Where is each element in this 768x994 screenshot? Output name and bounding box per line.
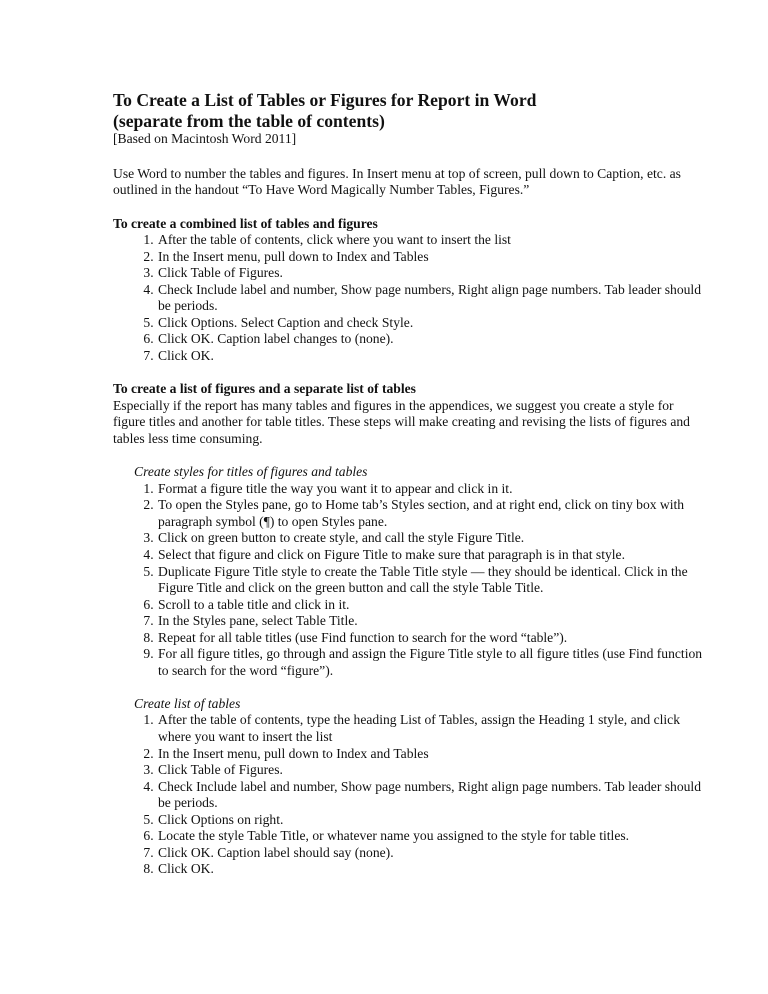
list-item: 2. In the Insert menu, pull down to Index and Tables: [157, 249, 703, 266]
separate-lists-heading: To create a list of figures and a separate list of tables: [113, 381, 416, 397]
create-styles-steps: [113, 481, 703, 680]
intro-paragraph: Use Word to number the tables and figures. In Insert menu at top of screen, pull down to Caption, etc. as outlined in the handout “To Have Word Magically Number Tables, Figures.”: [113, 165, 681, 198]
spacer: [113, 365, 703, 382]
list-item: 5. Click Options. Select Caption and check Style.: [157, 315, 703, 332]
create-list-tables-subhead: Create list of tables: [134, 695, 241, 711]
list-item: 1. After the table of contents, type the heading List of Tables, assign the Heading 1 style, and click where you want to insert the list: [157, 712, 703, 745]
title-line-2: (separate from the table of contents): [113, 110, 385, 131]
list-item: 6. Locate the style Table Title, or whatever name you assigned to the style for table titles.: [157, 828, 703, 845]
document-title: [113, 90, 703, 131]
list-item: 1. After the table of contents, click where you want to insert the list: [157, 232, 703, 249]
separate-lists-intro: Especially if the report has many tables and figures in the appendices, we suggest you create a style for figure titles and another for table titles. These steps will make creating and revising the lists of figures and tables less time consuming.: [113, 397, 690, 446]
list-item: 7. In the Styles pane, select Table Title.: [157, 613, 703, 630]
create-styles-subhead: Create styles for titles of figures and tables: [134, 464, 368, 480]
list-item: 7. Click OK. Caption label should say (none).: [157, 845, 703, 862]
list-item: 8. Repeat for all table titles (use Find function to search for the word “table”).: [157, 630, 703, 647]
create-list-tables-steps: [113, 712, 703, 877]
based-on-note: [Based on Macintosh Word 2011]: [113, 131, 297, 146]
list-item: 7. Click OK.: [157, 348, 703, 365]
list-item: 2. To open the Styles pane, go to Home tab’s Styles section, and at right end, click on tiny box with paragraph symbol (¶) to open Styles pane.: [157, 497, 703, 530]
list-item: 2. In the Insert menu, pull down to Index and Tables: [157, 746, 703, 763]
list-item: 6. Click OK. Caption label changes to (none).: [157, 331, 703, 348]
list-item: 3. Click on green button to create style, and call the style Figure Title.: [157, 530, 703, 547]
list-item: 6. Scroll to a table title and click in it.: [157, 597, 703, 614]
title-line-1: To Create a List of Tables or Figures for Report in Word: [113, 90, 537, 110]
list-item: 4. Check Include label and number, Show page numbers, Right align page numbers. Tab leader should be periods.: [157, 282, 703, 315]
list-item: 4. Check Include label and number, Show page numbers, Right align page numbers. Tab leader should be periods.: [157, 779, 703, 812]
list-item: 9. For all figure titles, go through and assign the Figure Title style to all figure titles (use Find function to search for the word “figure”).: [157, 646, 703, 679]
list-item: 5. Click Options on right.: [157, 812, 703, 829]
list-item: 3. Click Table of Figures.: [157, 762, 703, 779]
list-item: 1. Format a figure title the way you want it to appear and click in it.: [157, 481, 703, 498]
list-item: 5. Duplicate Figure Title style to create the Table Title style — they should be identical. Click in the Figure Title and click on the green button and call the style Table Title.: [157, 564, 703, 597]
document-page: [113, 90, 703, 878]
list-item: 8. Click OK.: [157, 861, 703, 878]
list-item: 4. Select that figure and click on Figure Title to make sure that paragraph is in that style.: [157, 547, 703, 564]
list-item: 3. Click Table of Figures.: [157, 265, 703, 282]
combined-list-steps: [113, 232, 703, 364]
combined-list-heading: To create a combined list of tables and figures: [113, 215, 378, 231]
spacer: [113, 679, 703, 696]
